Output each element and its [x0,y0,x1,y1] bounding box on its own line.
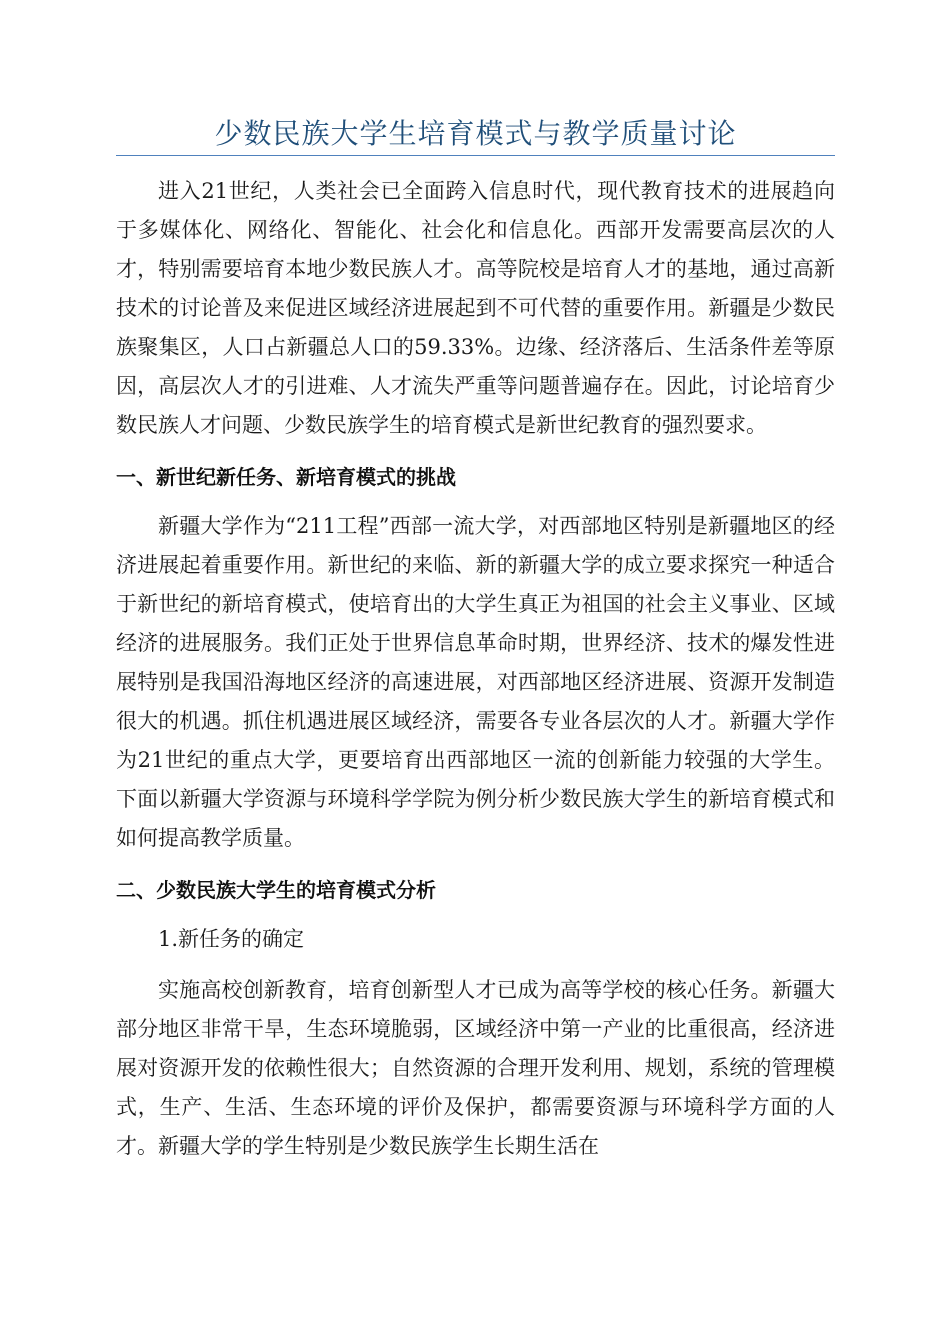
spacer [116,959,835,971]
document-body [116,172,835,1166]
spacer [116,495,835,507]
section-2-heading: 二、少数民族大学生的培育模式分析 [116,878,436,902]
intro-paragraph: 进入21世纪，人类社会已全面跨入信息时代，现代教育技术的进展趋向于多媒体化、网络化、智能化、社会化和信息化。西部开发需要高层次的人才，特别需要培育本地少数民族人才。高等院校是培育人才的基地，通过高新技术的讨论普及来促进区域经济进展起到不可代替的重要作用。新疆是少数民族聚集区，人口占新疆总人口的59.33%。边缘、经济落后、生活条件差等原因，高层次人才的引进难、人才流失严重等问题普遍存在。因此，讨论培育少数民族人才问题、少数民族学生的培育模式是新世纪教育的强烈要求。 [116,179,835,437]
spacer [116,858,835,872]
section-2-paragraph: 实施高校创新教育，培育创新型人才已成为高等学校的核心任务。新疆大部分地区非常干旱，生态环境脆弱，区域经济中第一产业的比重很高，经济进展对资源开发的依赖性很大；自然资源的合理开发利用、规划，系统的管理模式，生产、生活、生态环境的评价及保护，都需要资源与环境科学方面的人才。新疆大学的学生特别是少数民族学生长期生活在 [116,978,835,1158]
section-1-heading: 一、新世纪新任务、新培育模式的挑战 [116,465,456,489]
section-2-subheading: 1.新任务的确定 [158,927,305,951]
spacer [116,908,835,920]
spacer [116,445,835,459]
document-title: 少数民族大学生培育模式与教学质量讨论 [214,117,737,150]
title-underline [116,155,835,156]
section-1-paragraph: 新疆大学作为“211工程”西部一流大学，对西部地区特别是新疆地区的经济进展起着重要作用。新世纪的来临、新的新疆大学的成立要求探究一种适合于新世纪的新培育模式，使培育出的大学生真正为祖国的社会主义事业、区域经济的进展服务。我们正处于世界信息革命时期，世界经济、技术的爆发性进展特别是我国沿海地区经济的高速进展，对西部地区经济进展、资源开发制造很大的机遇。抓住机遇进展区域经济，需要各专业各层次的人才。新疆大学作为21世纪的重点大学，更要培育出西部地区一流的创新能力较强的大学生。下面以新疆大学资源与环境科学学院为例分析少数民族大学生的新培育模式和如何提高教学质量。 [116,514,835,850]
